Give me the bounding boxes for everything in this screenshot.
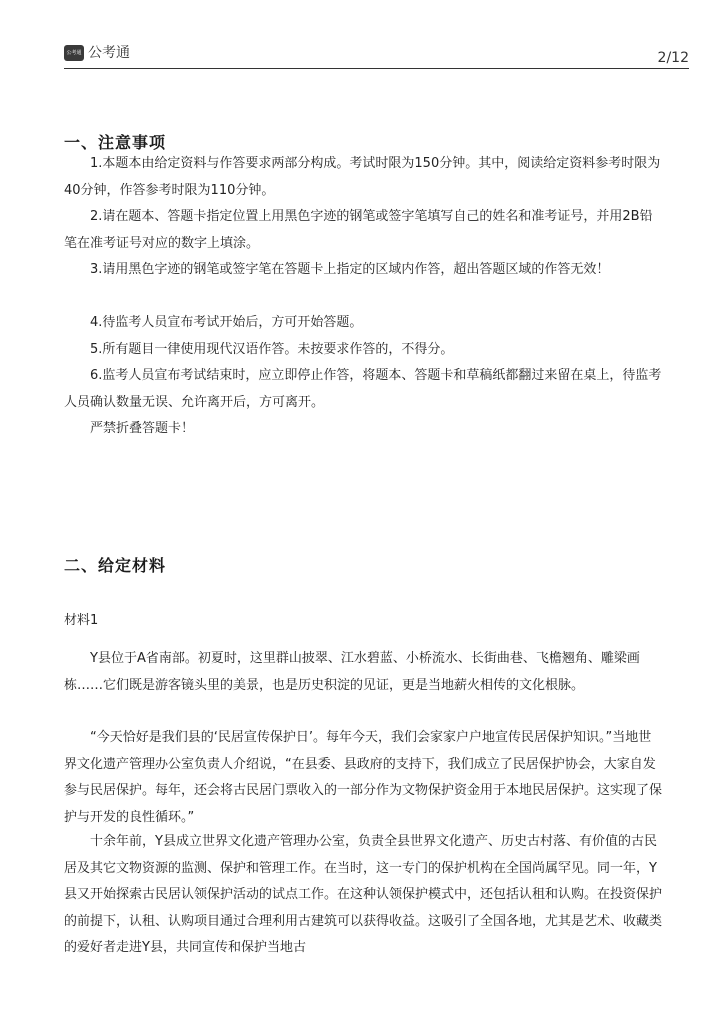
material-paragraph-3: 十余年前，Y县成立世界文化遗产管理办公室，负责全县世界文化遗产、历史古村落、有价值的古民居及其它文物资源的监测、保护和管理工作。在当时，这一专门的保护机构在全国尚属罕见。同一年，Y县又开始探索古民居认领保护活动的试点工作。在这种认领保护模式中，还包括认租和认购。在投资保护的前提下，认租、认购项目通过合理利用古建筑可以获得收益。这吸引了全国各地，尤其是艺术、收藏类的爱好者走进Y县，共同宣传和保护当地古	[64, 834, 663, 955]
logo-text: 公考通	[88, 45, 130, 61]
page-number: 2/12	[657, 50, 689, 66]
note-item-5: 5.所有题目一律使用现代汉语作答。未按要求作答的，不得分。	[90, 342, 454, 357]
material-paragraph-1: Y县位于A省南部。初夏时，这里群山披翠、江水碧蓝、小桥流水、长街曲巷、飞檐翘角、雕梁画栋……它们既是游客镜头里的美景，也是历史积淀的见证，更是当地薪火相传的文化根脉。	[64, 651, 640, 693]
material-label: 材料1	[64, 613, 99, 628]
note-item-3: 3.请用黑色字迹的钢笔或签字笔在答题卡上指定的区域内作答，超出答题区域的作答无效！	[90, 262, 610, 277]
note-item-1: 1.本题本由给定资料与作答要求两部分构成。考试时限为150分钟。其中，阅读给定资料参考时限为40分钟，作答参考时限为110分钟。	[64, 156, 661, 198]
note-item-2: 2.请在题本、答题卡指定位置上用黑色字迹的钢笔或签字笔填写自己的姓名和准考证号，并用2B铅笔在准考证号对应的数字上填涂。	[64, 209, 653, 251]
section-title-notes: 一、注意事项	[64, 133, 167, 152]
section-title-materials: 二、给定材料	[64, 556, 167, 575]
note-item-6: 6.监考人员宣布考试结束时，应立即停止作答，将题本、答题卡和草稿纸都翻过来留在桌上，待监考人员确认数量无误、允许离开后，方可离开。	[64, 368, 662, 410]
logo	[64, 44, 130, 62]
page-header	[64, 44, 689, 69]
note-item-4: 4.待监考人员宣布考试开始后，方可开始答题。	[90, 315, 363, 330]
material-paragraph-2: “今天恰好是我们县的‘民居宣传保护日’。每年今天，我们会家家户户地宣传民居保护知识。”当地世界文化遗产管理办公室负责人介绍说，“在县委、县政府的支持下，我们成立了民居保护协会，大家自发参与民居保护。每年，还会将古民居门票收入的一部分作为文物保护资金用于本地民居保护。这实现了保护与开发的良性循环。”	[64, 730, 663, 825]
note-warning: 严禁折叠答题卡！	[90, 421, 195, 436]
logo-badge: 公考通	[64, 45, 84, 61]
